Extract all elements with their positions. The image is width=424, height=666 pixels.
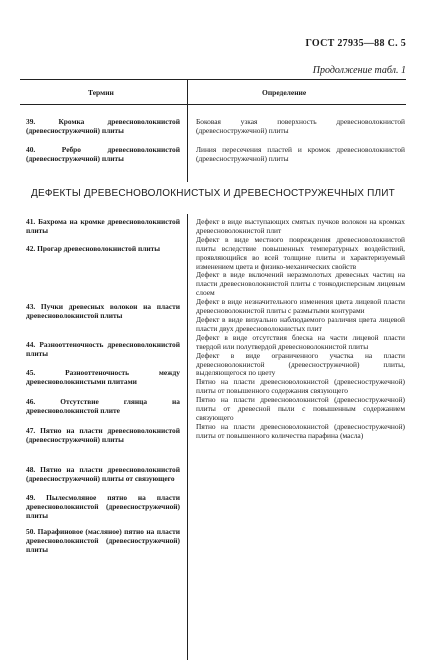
definition-47: Дефект в виде ограниченного участка на пласти древесноволокнистой (древесностружечной) плиты, выделяющегося по цвету bbox=[196, 350, 405, 378]
column-divider-defects bbox=[187, 214, 188, 660]
term-47: 47. Пятно на пласти древесноволокнистой (древесностружечной) плиты bbox=[26, 426, 180, 444]
definition-43: Дефект в виде включений неразмолотых древесных частиц на пласти древесноволокнистой плиты с тонкодисперсным лицевым слоем bbox=[196, 270, 405, 298]
column-divider-header bbox=[187, 79, 188, 104]
term-40: 40. Ребро древесноволокнистой (древесностружечной) плиты bbox=[26, 145, 180, 163]
section-title: ДЕФЕКТЫ ДРЕВЕСНОВОЛОКНИСТЫХ И ДРЕВЕСНОСТРУЖЕЧНЫХ ПЛИТ bbox=[30, 188, 395, 199]
column-header-term: Термин bbox=[88, 88, 114, 97]
column-divider-top bbox=[187, 104, 188, 182]
page-header: ГОСТ 27935—88 С. 5 bbox=[305, 38, 406, 49]
table-header-rule bbox=[20, 104, 406, 105]
definitions-block bbox=[196, 218, 405, 441]
definition-44: Дефект в виде незначительного изменения цвета лицевой пласти древесноволокнистой плиты с размытыми контурами bbox=[196, 297, 405, 316]
definition-41: Дефект в виде выступающих смятых пучков волокон на кромках древесноволокнистой плит bbox=[196, 217, 405, 235]
definition-48: Пятно на пласти древесноволокнистой (древесностружечной) плиты от повышенного содержания связующего bbox=[196, 377, 405, 396]
term-46: 46. Отсутствие глянца на древесноволокнистой плите bbox=[26, 397, 180, 415]
term-43: 43. Пучки древесных волокон на пласти древесноволокнистой плиты bbox=[26, 302, 180, 320]
term-39: 39. Кромка древесноволокнистой (древесностружечной) плиты bbox=[26, 117, 180, 135]
definition-40: Линия пересечения пластей и кромок древесноволокнистой (древесностружечной) плиты bbox=[196, 145, 405, 163]
term-49: 49. Пылесмоляное пятно на пласти древесноволокнистой (древесностружечной) плиты bbox=[26, 493, 180, 520]
definition-46: Дефект в виде отсутствия блеска на части лицевой пласти твердой или полутвердой древесноволокнистой плиты bbox=[196, 332, 405, 351]
definition-39: Боковая узкая поверхность древесноволокнистой (древесностружечной) плиты bbox=[196, 117, 405, 135]
column-header-definition: Определение bbox=[262, 88, 307, 97]
definition-50: Пятно на пласти древесноволокнистой (древесностружечной) плиты от повышенного количества парафина (масла) bbox=[196, 421, 405, 440]
term-48: 48. Пятно на пласти древесноволокнистой (древесностружечной) плиты от связующего bbox=[26, 465, 180, 483]
term-44: 44. Разнооттеночность древесноволокнистой плиты bbox=[26, 340, 180, 358]
table-top-rule bbox=[20, 79, 406, 80]
term-42: 42. Прогар древесноволокнистой плиты bbox=[26, 244, 161, 253]
term-41: 41. Бахрома на кромке древесноволокнистой плиты bbox=[26, 217, 180, 235]
definition-45: Дефект в виде визуально наблюдаемого различия цвета лицевой пласти двух древесноволокнистых плит bbox=[196, 314, 405, 333]
definition-42: Дефект в виде местного повреждения древесноволокнистой плиты вследствие повышенных температурных воздействий, проявляющийся во всей толщине плиты и характеризуемый изменением цвета и физико-механических свойств bbox=[196, 234, 405, 271]
table-continuation-label: Продолжение табл. 1 bbox=[312, 65, 406, 76]
term-50: 50. Парафиновое (масляное) пятно на пласти древесноволокнистой (древесностружечной) плиты bbox=[26, 527, 180, 554]
definition-49: Пятно на пласти древесноволокнистой (древесностружечной) плиты от древесной пыли с повышенным содержанием связующего bbox=[196, 395, 405, 422]
term-45: 45. Разнооттеночность между древесноволокнистыми плитами bbox=[26, 368, 180, 386]
